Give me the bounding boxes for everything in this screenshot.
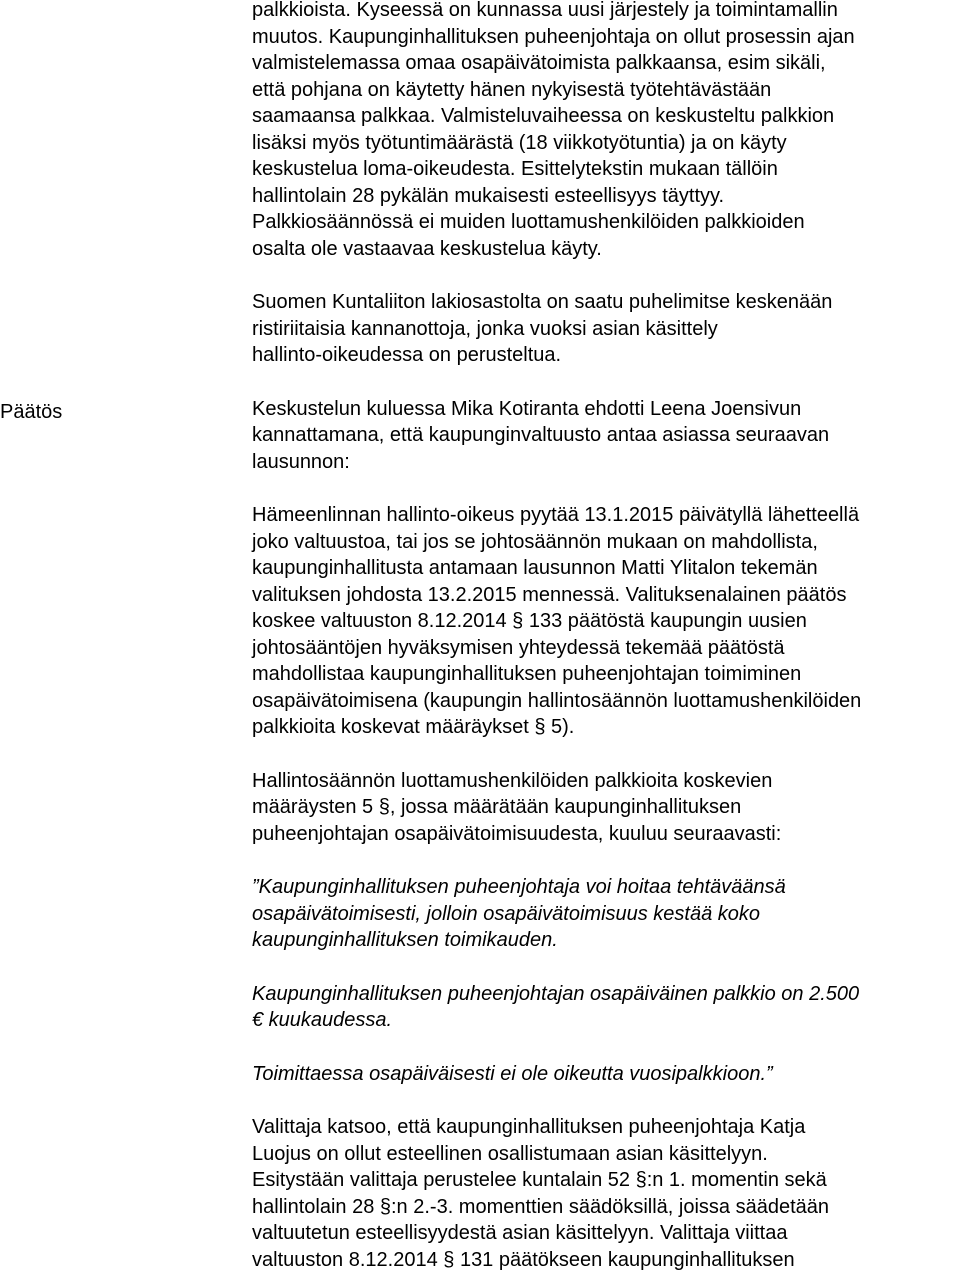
text-line: kannattamana, että kaupunginvaltuusto antaa asiassa seuraavan <box>252 424 830 446</box>
text-line: Hämeenlinnan hallinto-oikeus pyytää 13.1.2015 päivätyllä lähetteellä <box>252 504 860 526</box>
paragraph-gap <box>252 1034 960 1061</box>
paragraph-gap <box>252 847 960 874</box>
text-line: määräysten 5 §, jossa määrätään kaupunginhallituksen <box>252 796 742 818</box>
text-line: kaupunginhallituksen toimikauden. <box>252 929 558 951</box>
paragraph <box>252 502 960 741</box>
text-line: saamaansa palkkaa. Valmisteluvaiheessa on keskusteltu palkkion <box>252 105 835 127</box>
text-line: hallintolain 28 §:n 2.-3. momenttien säädöksillä, joissa säädetään <box>252 1195 830 1218</box>
text-line: valtuutetun esteellisyydestä asian käsittelyyn. Valittaja viittaa <box>252 1222 788 1244</box>
text-line: Keskustelun kuluessa Mika Kotiranta ehdotti Leena Joensivun <box>252 397 802 420</box>
text-line: koskee valtuuston 8.12.2014 § 133 päätöstä kaupungin uusien <box>252 610 807 632</box>
paragraph-gap <box>252 262 960 289</box>
document-body <box>252 0 960 1273</box>
text-line: että pohjana on käytetty hänen nykyisestä työtehtävästään <box>252 78 772 101</box>
text-line: Hallintosäännön luottamushenkilöiden palkkioita koskevien <box>252 769 773 792</box>
text-line: valmistelemassa omaa osapäivätoimista palkkaansa, esim sikäli, <box>252 52 826 74</box>
text-line: mahdollistaa kaupunginhallituksen puheenjohtajan toimiminen <box>252 663 802 685</box>
text-line: palkkioita koskevat määräykset § 5). <box>252 716 575 738</box>
text-line: ristiriitaisia kannanottoja, jonka vuoksi asian käsittely <box>252 317 718 340</box>
text-line: Luojus on ollut esteellinen osallistumaan asian käsittelyyn. <box>252 1142 768 1165</box>
paragraph <box>252 768 960 848</box>
text-line: Suomen Kuntaliiton lakiosastolta on saatu puhelimitse keskenään <box>252 291 833 313</box>
paragraph <box>252 1114 960 1273</box>
decision-section-label: Päätös <box>0 401 63 423</box>
text-line: osapäivätoimisena (kaupungin hallintosäännön luottamushenkilöiden <box>252 689 862 712</box>
text-line: Palkkiosäännössä ei muiden luottamushenkilöiden palkkioiden <box>252 211 805 233</box>
text-line: lisäksi myös työtuntimäärästä (18 viikkotyötuntia) ja on käyty <box>252 131 787 154</box>
text-line: Esitystään valittaja perustelee kuntalain 52 §:n 1. momentin sekä <box>252 1169 827 1191</box>
text-line: johtosääntöjen hyväksymisen yhteydessä tekemää päätöstä <box>252 636 785 659</box>
text-line: Toimittaessa osapäiväisesti ei ole oikeutta vuosipalkkioon.” <box>252 1062 773 1085</box>
text-line: valtuuston 8.12.2014 § 131 päätökseen kaupunginhallituksen <box>252 1248 795 1271</box>
text-line: keskustelua loma-oikeudesta. Esittelytekstin mukaan tällöin <box>252 158 778 180</box>
paragraph-gap <box>252 741 960 768</box>
text-line: hallintolain 28 pykälän mukaisesti esteellisyys täyttyy. <box>252 184 725 207</box>
text-line: lausunnon: <box>252 450 350 473</box>
paragraph <box>252 874 960 954</box>
text-line: osapäivätoimisesti, jolloin osapäivätoimisuus kestää koko <box>252 902 761 925</box>
paragraph-gap <box>252 475 960 502</box>
text-line: puheenjohtajan osapäivätoimisuudesta, kuuluu seuraavasti: <box>252 822 782 845</box>
text-line: Valittaja katsoo, että kaupunginhallituksen puheenjohtaja Katja <box>252 1116 806 1138</box>
text-line: valituksen johdosta 13.2.2015 mennessä. Valituksenalainen päätös <box>252 583 847 606</box>
text-line: hallinto-oikeudessa on perusteltua. <box>252 344 562 366</box>
paragraph-gap <box>252 1087 960 1114</box>
paragraph-gap <box>252 369 960 396</box>
text-line: osalta ole vastaavaa keskustelua käyty. <box>252 237 602 260</box>
text-line: € kuukaudessa. <box>252 1009 393 1031</box>
paragraph <box>252 981 960 1034</box>
text-line: kaupunginhallitusta antamaan lausunnon Matti Ylitalon tekemän <box>252 557 818 579</box>
paragraph <box>252 0 960 262</box>
paragraph <box>252 396 960 476</box>
text-line: muutos. Kaupunginhallituksen puheenjohtaja on ollut prosessin ajan <box>252 25 855 48</box>
paragraph-gap <box>252 954 960 981</box>
text-line: ”Kaupunginhallituksen puheenjohtaja voi hoitaa tehtäväänsä <box>252 876 786 898</box>
text-line: Kaupunginhallituksen puheenjohtajan osapäiväinen palkkio on 2.500 <box>252 982 860 1005</box>
paragraph <box>252 289 960 369</box>
text-line: joko valtuustoa, tai jos se johtosäännön mukaan on mahdollista, <box>252 530 818 553</box>
text-line: palkkioista. Kyseessä on kunnassa uusi järjestely ja toimintamallin <box>252 0 838 21</box>
paragraph <box>252 1061 960 1088</box>
